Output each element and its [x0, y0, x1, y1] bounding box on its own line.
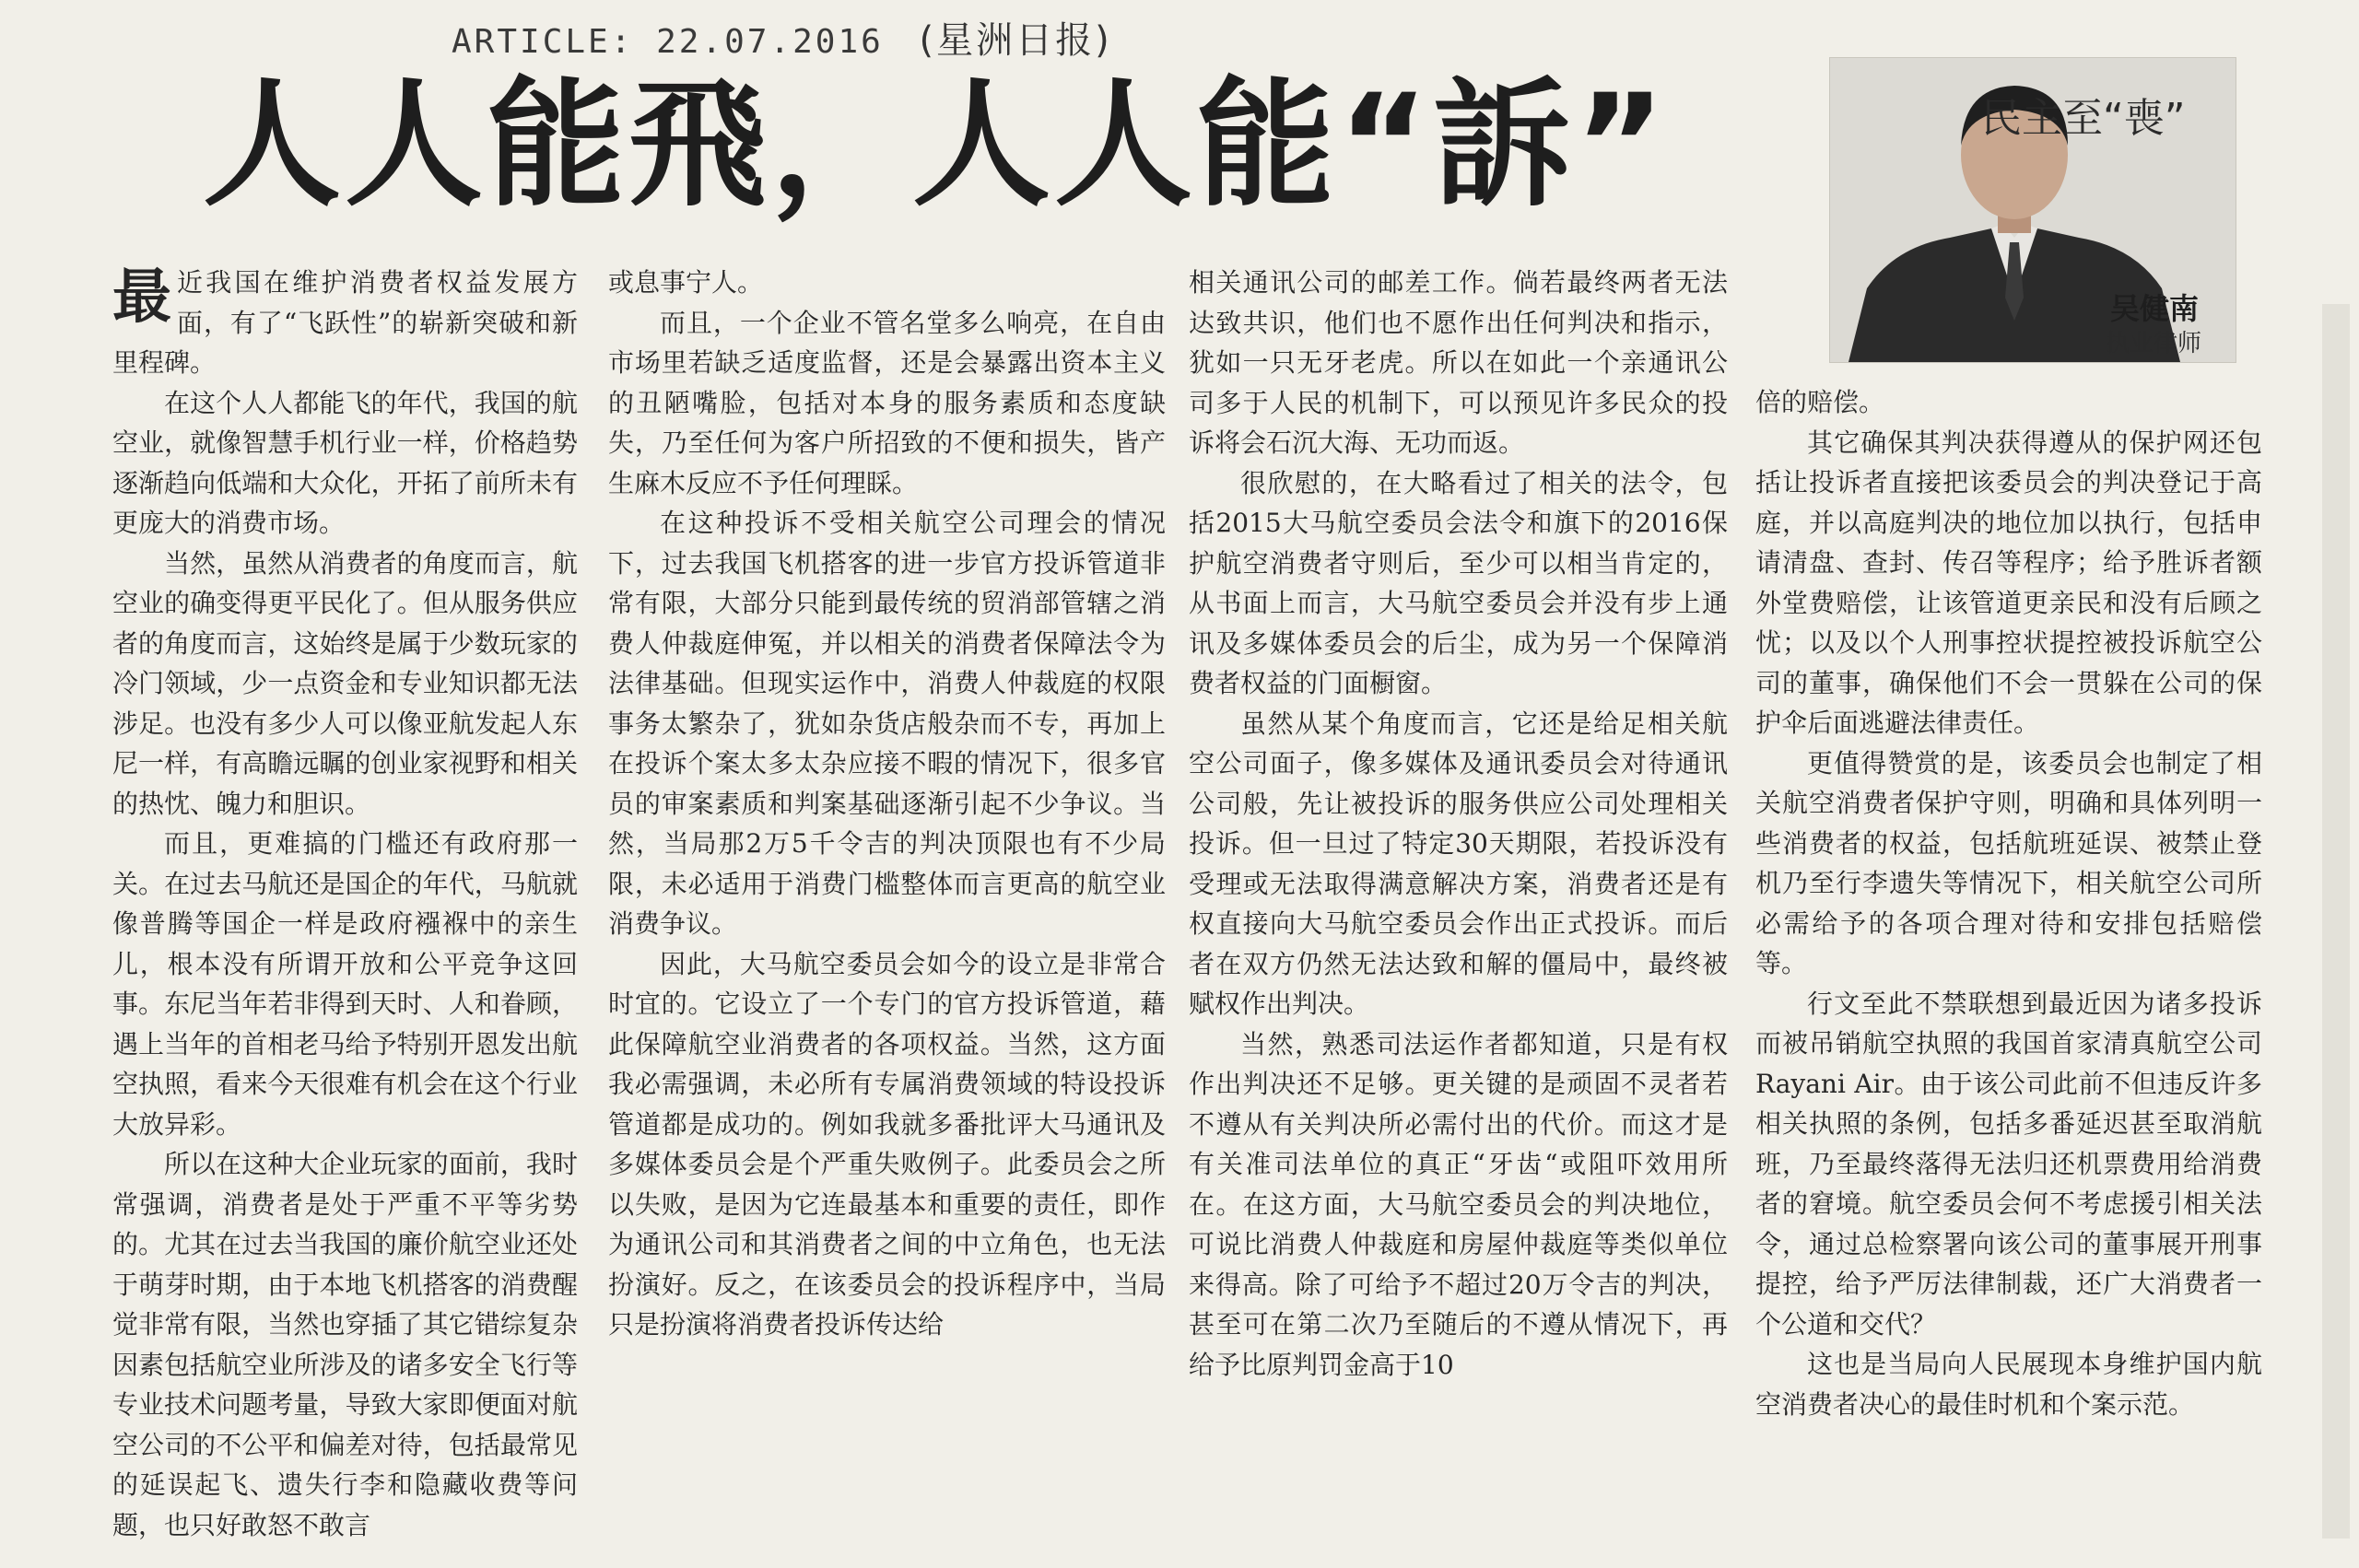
text-column-1: [112, 263, 578, 1545]
article-date-header: [452, 11, 1112, 64]
text-column-2: [608, 263, 1166, 1345]
paragraph: 在这个人人都能飞的年代，我国的航空业，就像智慧手机行业一样，价格趋势逐渐趋向低端和大众化，开拓了前所未有更庞大的消费市场。: [112, 387, 578, 538]
handwritten-source-note: (星洲日报): [919, 19, 1112, 62]
paragraph: 很欣慰的，在大略看过了相关的法令，包括2015大马航空委员会法令和旗下的2016保护航空消费者守则后，至少可以相当肯定的，从书面上而言，大马航空委员会并没有步上通讯及多媒体委员会的后尘，成为另一个保障消费者权益的门面橱窗。: [1189, 467, 1728, 698]
adjacent-page-bleed: [2304, 304, 2359, 1539]
paragraph: 而且，更难搞的门槛还有政府那一关。在过去马航还是国企的年代，马航就像普腾等国企一样是政府襁褓中的亲生儿，根本没有所谓开放和公平竞争这回事。东尼当年若非得到天时、人和眷顾，遇上当年的首相老马给予特别开恩发出航空执照，看来今天很难有机会在这个行业大放异彩。: [112, 828, 578, 1140]
paragraph: 因此，大马航空委员会如今的设立是非常合时宜的。它设立了一个专门的官方投诉管道，藉此保障航空业消费者的各项权益。当然，这方面我必需强调，未必所有专属消费领域的特设投诉管道都是成功的。例如我就多番批评大马通讯及多媒体委员会是个严重失败例子。此委员会之所以失败，是因为它连最基本和重要的责任，即作为通讯公司和其消费者之间的中立角色，也无法扮演好。反之，在该委员会的投诉程序中，当局只是扮演将消费者投诉传达给: [608, 948, 1166, 1340]
paragraph: 当然，虽然从消费者的角度而言，航空业的确变得更平民化了。但从服务供应者的角度而言，这始终是属于少数玩家的冷门领域，少一点资金和专业知识都无法涉足。也没有多少人可以像亚航发起人东尼一样，有高瞻远瞩的创业家视野和相关的热忱、魄力和胆识。: [112, 547, 578, 819]
text-column-3: [1189, 263, 1728, 1385]
paragraph: 其它确保其判决获得遵从的保护网还包括让投诉者直接把该委员会的判决登记于高庭，并以高庭判决的地位加以执行，包括申请清盘、查封、传召等程序；给予胜诉者额外堂费赔偿，让该管道更亲民和没有后顾之忧；以及以个人刑事控状提控被投诉航空公司的董事，确保他们不会一贯躲在公司的保护伞后面逃避法律责任。: [1755, 427, 2262, 738]
author-name: 吴健南: [2110, 291, 2200, 326]
paragraph: 当然，熟悉司法运作者都知道，只是有权作出判决还不足够。更关键的是顽固不灵者若不遵从有关判决所必需付出的代价。而这才是有关准司法单位的真正“牙齿“或阻吓效用所在。在这方面，大马航空委员会的判决地位，可说比消费人仲裁庭和房屋仲裁庭等类似单位来得高。除了可给予不超过20万令吉的判决，甚至可在第二次乃至随后的不遵从情况下，再给予比原判罚金高于10: [1189, 1028, 1728, 1380]
column-name: 民主至“喪”: [1981, 95, 2186, 142]
paragraph: 更值得赞赏的是，该委员会也制定了相关航空消费者保护守则，明确和具体列明一些消费者的权益，包括航班延误、被禁止登机乃至行李遗失等情况下，相关航空公司所必需给予的各项合理对待和安排包括赔偿等。: [1755, 747, 2262, 978]
paragraph: 所以在这种大企业玩家的面前，我时常强调，消费者是处于严重不平等劣势的。尤其在过去当我国的廉价航空业还处于萌芽时期，由于本地飞机搭客的消费醒觉非常有限，当然也穿插了其它错综复杂因素包括航空业所涉及的诸多安全飞行等专业技术问题考量，导致大家即便面对航空公司的不公平和偏差对待，包括最常见的延误起飞、遗失行李和隐藏收费等问题，也只好敢怒不敢言: [112, 1149, 578, 1540]
paragraph: 行文至此不禁联想到最近因为诸多投诉而被吊销航空执照的我国首家清真航空公司Rayani Air。由于该公司此前不但违反许多相关执照的条例，包括多番延迟甚至取消航班，乃至最终落得无法归还机票费用给消费者的窘境。航空委员会何不考虑援引相关法令，通过总检察署向该公司的董事展开刑事提控，给予严厉法律制裁，还广大消费者一个公道和交代？: [1755, 988, 2262, 1340]
paragraph-text: 近我国在维护消费者权益发展方面，有了“飞跃性”的崭新突破和新里程碑。: [112, 267, 578, 378]
article-label: ARTICLE: 22.07.2016: [452, 23, 884, 61]
paragraph: 在这种投诉不受相关航空公司理会的情况下，过去我国飞机搭客的进一步官方投诉管道非常有限，大部分只能到最传统的贸消部管辖之消费人仲裁庭伸冤，并以相关的消费者保障法令为法律基础。但现实运作中，消费人仲裁庭的权限事务太繁杂了，犹如杂货店般杂而不专，再加上在投诉个案太多太杂应接不暇的情况下，很多官员的审案素质和判案基础逐渐引起不少争议。当然，当局那2万5千令吉的判决顶限也有不少局限，未必适用于消费门槛整体而言更高的航空业消费争议。: [608, 508, 1166, 939]
text-column-4: [1755, 382, 2262, 1424]
paragraph: 相关通讯公司的邮差工作。倘若最终两者无法达致共识，他们也不愿作出任何判决和指示，犹如一只无牙老虎。所以在如此一个亲通讯公司多于人民的机制下，可以预见许多民众的投诉将会石沉大海、无功而返。: [1189, 267, 1728, 458]
author-role: 执业律师: [2106, 330, 2202, 357]
paragraph: 或息事宁人。: [608, 267, 764, 298]
paragraph: [112, 263, 578, 383]
paragraph: 虽然从某个角度而言，它还是给足相关航空公司面子，像多媒体及通讯委员会对待通讯公司般，先让被投诉的服务供应公司处理相关投诉。但一旦过了特定30天期限，若投诉没有受理或无法取得满意解决方案，消费者还是有权直接向大马航空委员会作出正式投诉。而后者在双方仍然无法达致和解的僵局中，最终被赋权作出判决。: [1189, 708, 1728, 1019]
paragraph: 而且，一个企业不管名堂多么响亮，在自由市场里若缺乏适度监督，还是会暴露出资本主义的丑陋嘴脸，包括对本身的服务素质和态度缺失，乃至任何为客户所招致的不便和损失，皆产生麻木反应不予任何理睬。: [608, 307, 1166, 498]
drop-cap: 最: [112, 263, 171, 332]
paragraph: 这也是当局向人民展现本身维护国内航空消费者决心的最佳时机和个案示范。: [1755, 1349, 2262, 1420]
headline: 人人能飛，人人能“訴”: [203, 65, 1670, 226]
paragraph: 倍的赔偿。: [1755, 387, 1885, 417]
